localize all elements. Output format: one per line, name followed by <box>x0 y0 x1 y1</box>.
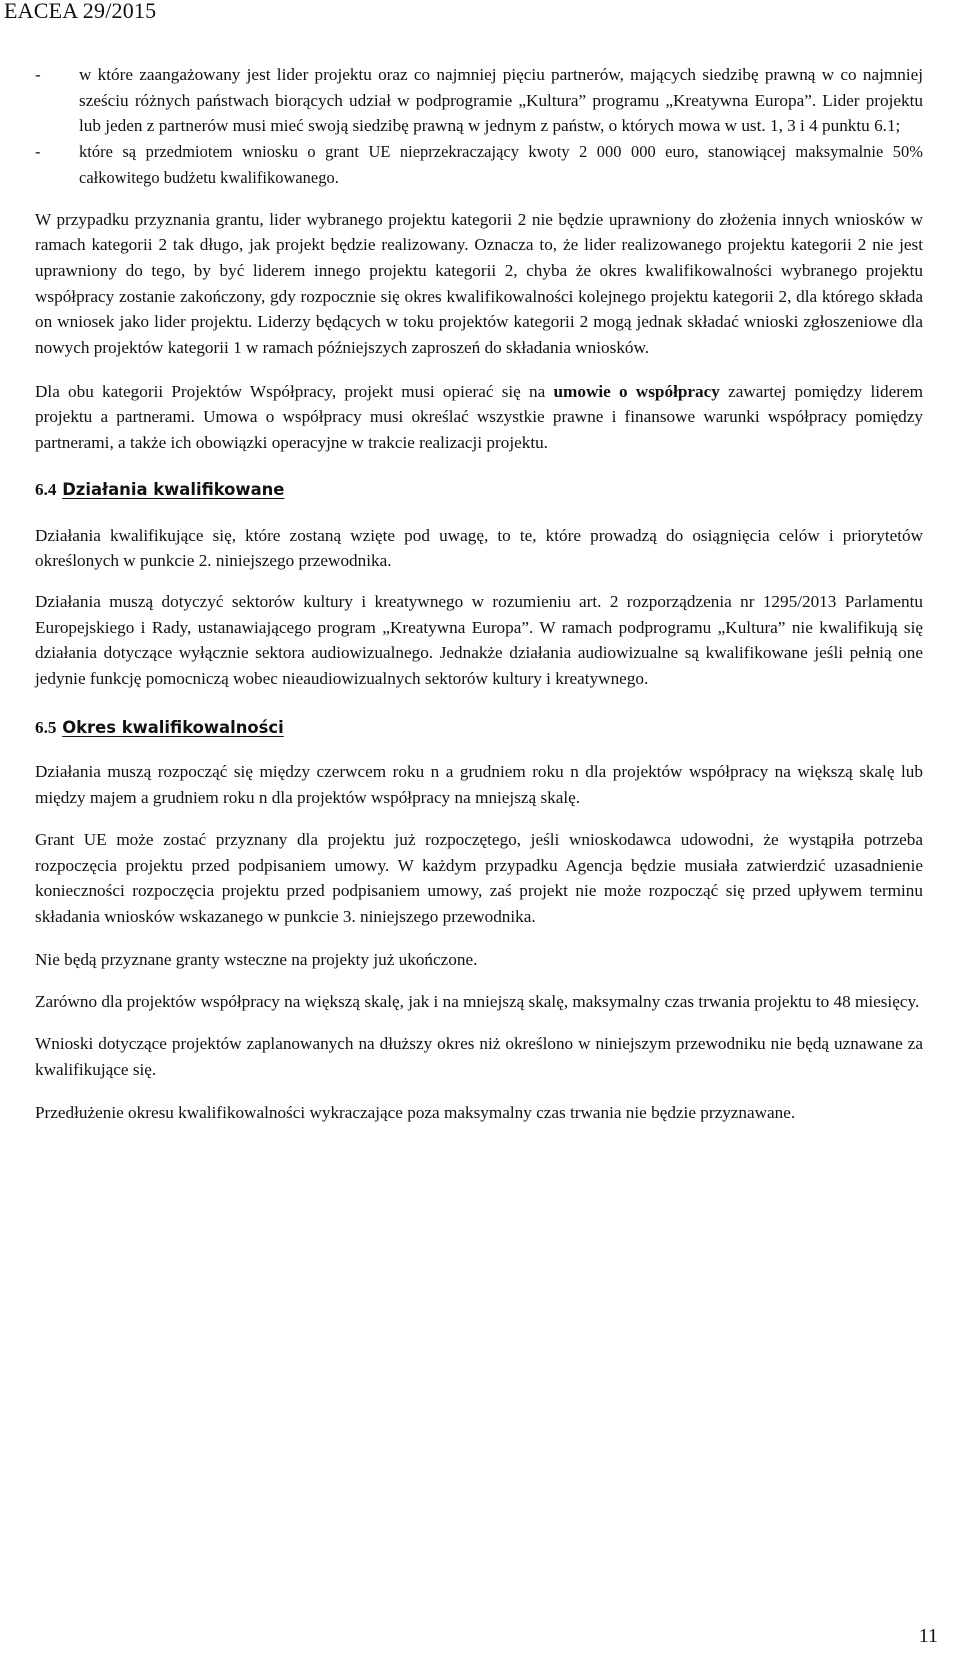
page-number: 11 <box>918 1625 938 1647</box>
list-item-text: które są przedmiotem wniosku o grant UE nieprzekraczający kwoty 2 000 000 euro, stanowiącej maksymalnie 50% całkowitego budżetu kwalifikowanego. <box>79 142 923 187</box>
paragraph-longer-projects: Wnioski dotyczące projektów zaplanowanych na dłuższy okres niż określono w niniejszym przewodniku nie będą uznawane za kwalifikujące się. <box>35 1034 923 1079</box>
paragraph-eligible-actions: Działania kwalifikujące się, które zostaną wzięte pod uwagę, to te, które prowadzą do osiągnięcia celów i priorytetów określonych w punkcie 2. niniejszego przewodnika. <box>35 525 923 571</box>
paragraph-text: Dla obu kategorii Projektów Współpracy, projekt musi opierać się na <box>35 381 554 401</box>
section-title: Okres kwalifikowalności <box>62 717 284 737</box>
paragraph-start-dates: Działania muszą rozpocząć się między czerwcem roku n a grudniem roku n dla projektów współpracy na większą skalę lub między majem a grudniem roku n dla projektów współpracy na mniejszą skalę. <box>35 762 923 808</box>
paragraph-sectors: Działania muszą dotyczyć sektorów kultury i kreatywnego w rozumieniu art. 2 rozporządzenia nr 1295/2013 Parlamentu Europejskiego i Rady, ustanawiającego program „Kreatywna Europa”. W ramach podprogramu „Kultura” nie kwalifikują się działania dotyczące wyłącznie sektora audiowizualnego. Jednakże działania audiowizualne są kwalifikowane jeśli pełnią one jedynie funkcję pomocniczą wobec nieaudiowizualnych sektorów kultury i kreatywnego. <box>35 591 923 689</box>
section-heading-6-5 <box>35 715 923 741</box>
paragraph-early-start: Grant UE może zostać przyznany dla projektu już rozpoczętego, jeśli wnioskodawca udowodni, że wystąpiła potrzeba rozpoczęcia projektu przed podpisaniem umowy. W każdym przypadku Agencja będzie musiała zatwierdzić uzasadnienie konieczności rozpoczęcia projektu przed podpisaniem umowy, zaś projekt nie może rozpocząć się przed upływem terminu składania wniosków wskazanego w punkcie 3. niniejszego przewodnika. <box>35 829 923 926</box>
list-item-text: w które zaangażowany jest lider projektu oraz co najmniej pięciu partnerów, mających siedzibę prawną w co najmniej sześciu różnych państwach biorących udział w podprogramie „Kultura” programu „Kreatywna Europa”. Lider projektu lub jeden z partnerów musi mieć swoją siedzibę prawną w jednym z państw, o których mowa w ust. 1, 3 i 4 punktu 6.1; <box>79 65 923 136</box>
document-header: EACEA 29/2015 <box>4 0 157 23</box>
section-number: 6.4 <box>35 479 57 499</box>
criteria-list <box>35 62 923 191</box>
section-heading-6-4 <box>35 477 923 503</box>
emphasis-text: umowie o współpracy <box>553 381 720 401</box>
list-dash: - <box>35 142 41 162</box>
paragraph-max-duration: Zarówno dla projektów współpracy na większą skalę, jak i na mniejszą skalę, maksymalny czas trwania projektu to 48 miesięcy. <box>35 992 920 1012</box>
section-title: Działania kwalifikowane <box>62 479 285 499</box>
paragraph-grant-award: W przypadku przyznania grantu, lider wybranego projektu kategorii 2 nie będzie uprawniony do złożenia innych wniosków w ramach kategorii 2 tak długo, jak projekt będzie realizowany. Oznacza to, że lider realizowanego projektu kategorii 2 nie jest uprawniony do tego, by być liderem innego projektu kategorii 2, chyba że okres kwalifikowalności wybranego projektu współpracy zostanie zakończony, gdy rozpocznie się okres kwalifikowalności kolejnego projektu kategorii 2, dla którego składa on wniosek jako lider projektu. Liderzy będących w toku projektów kategorii 2 mogą jednak składać wnioski zgłoszeniowe dla nowych projektów kategorii 1 w ramach późniejszych zaproszeń do składania wniosków. <box>35 209 923 358</box>
section-number: 6.5 <box>35 717 57 737</box>
paragraph-text: zawartej pomiędzy liderem projektu a partnerami. Umowa o współpracy musi określać wszystkie prawne i finansowe warunki współpracy pomiędzy partnerami, a także ich obowiązki operacyjne w trakcie realizacji projektu. <box>35 381 923 453</box>
document-body <box>35 62 923 1125</box>
paragraph-retroactive: Nie będą przyznane granty wsteczne na projekty już ukończone. <box>35 949 478 969</box>
list-dash: - <box>35 65 41 84</box>
paragraph-extension: Przedłużenie okresu kwalifikowalności wykraczające poza maksymalny czas trwania nie będzie przyznawane. <box>35 1102 796 1122</box>
list-item <box>35 139 923 190</box>
paragraph-cooperation-agreement <box>35 379 923 456</box>
list-item <box>35 62 923 139</box>
